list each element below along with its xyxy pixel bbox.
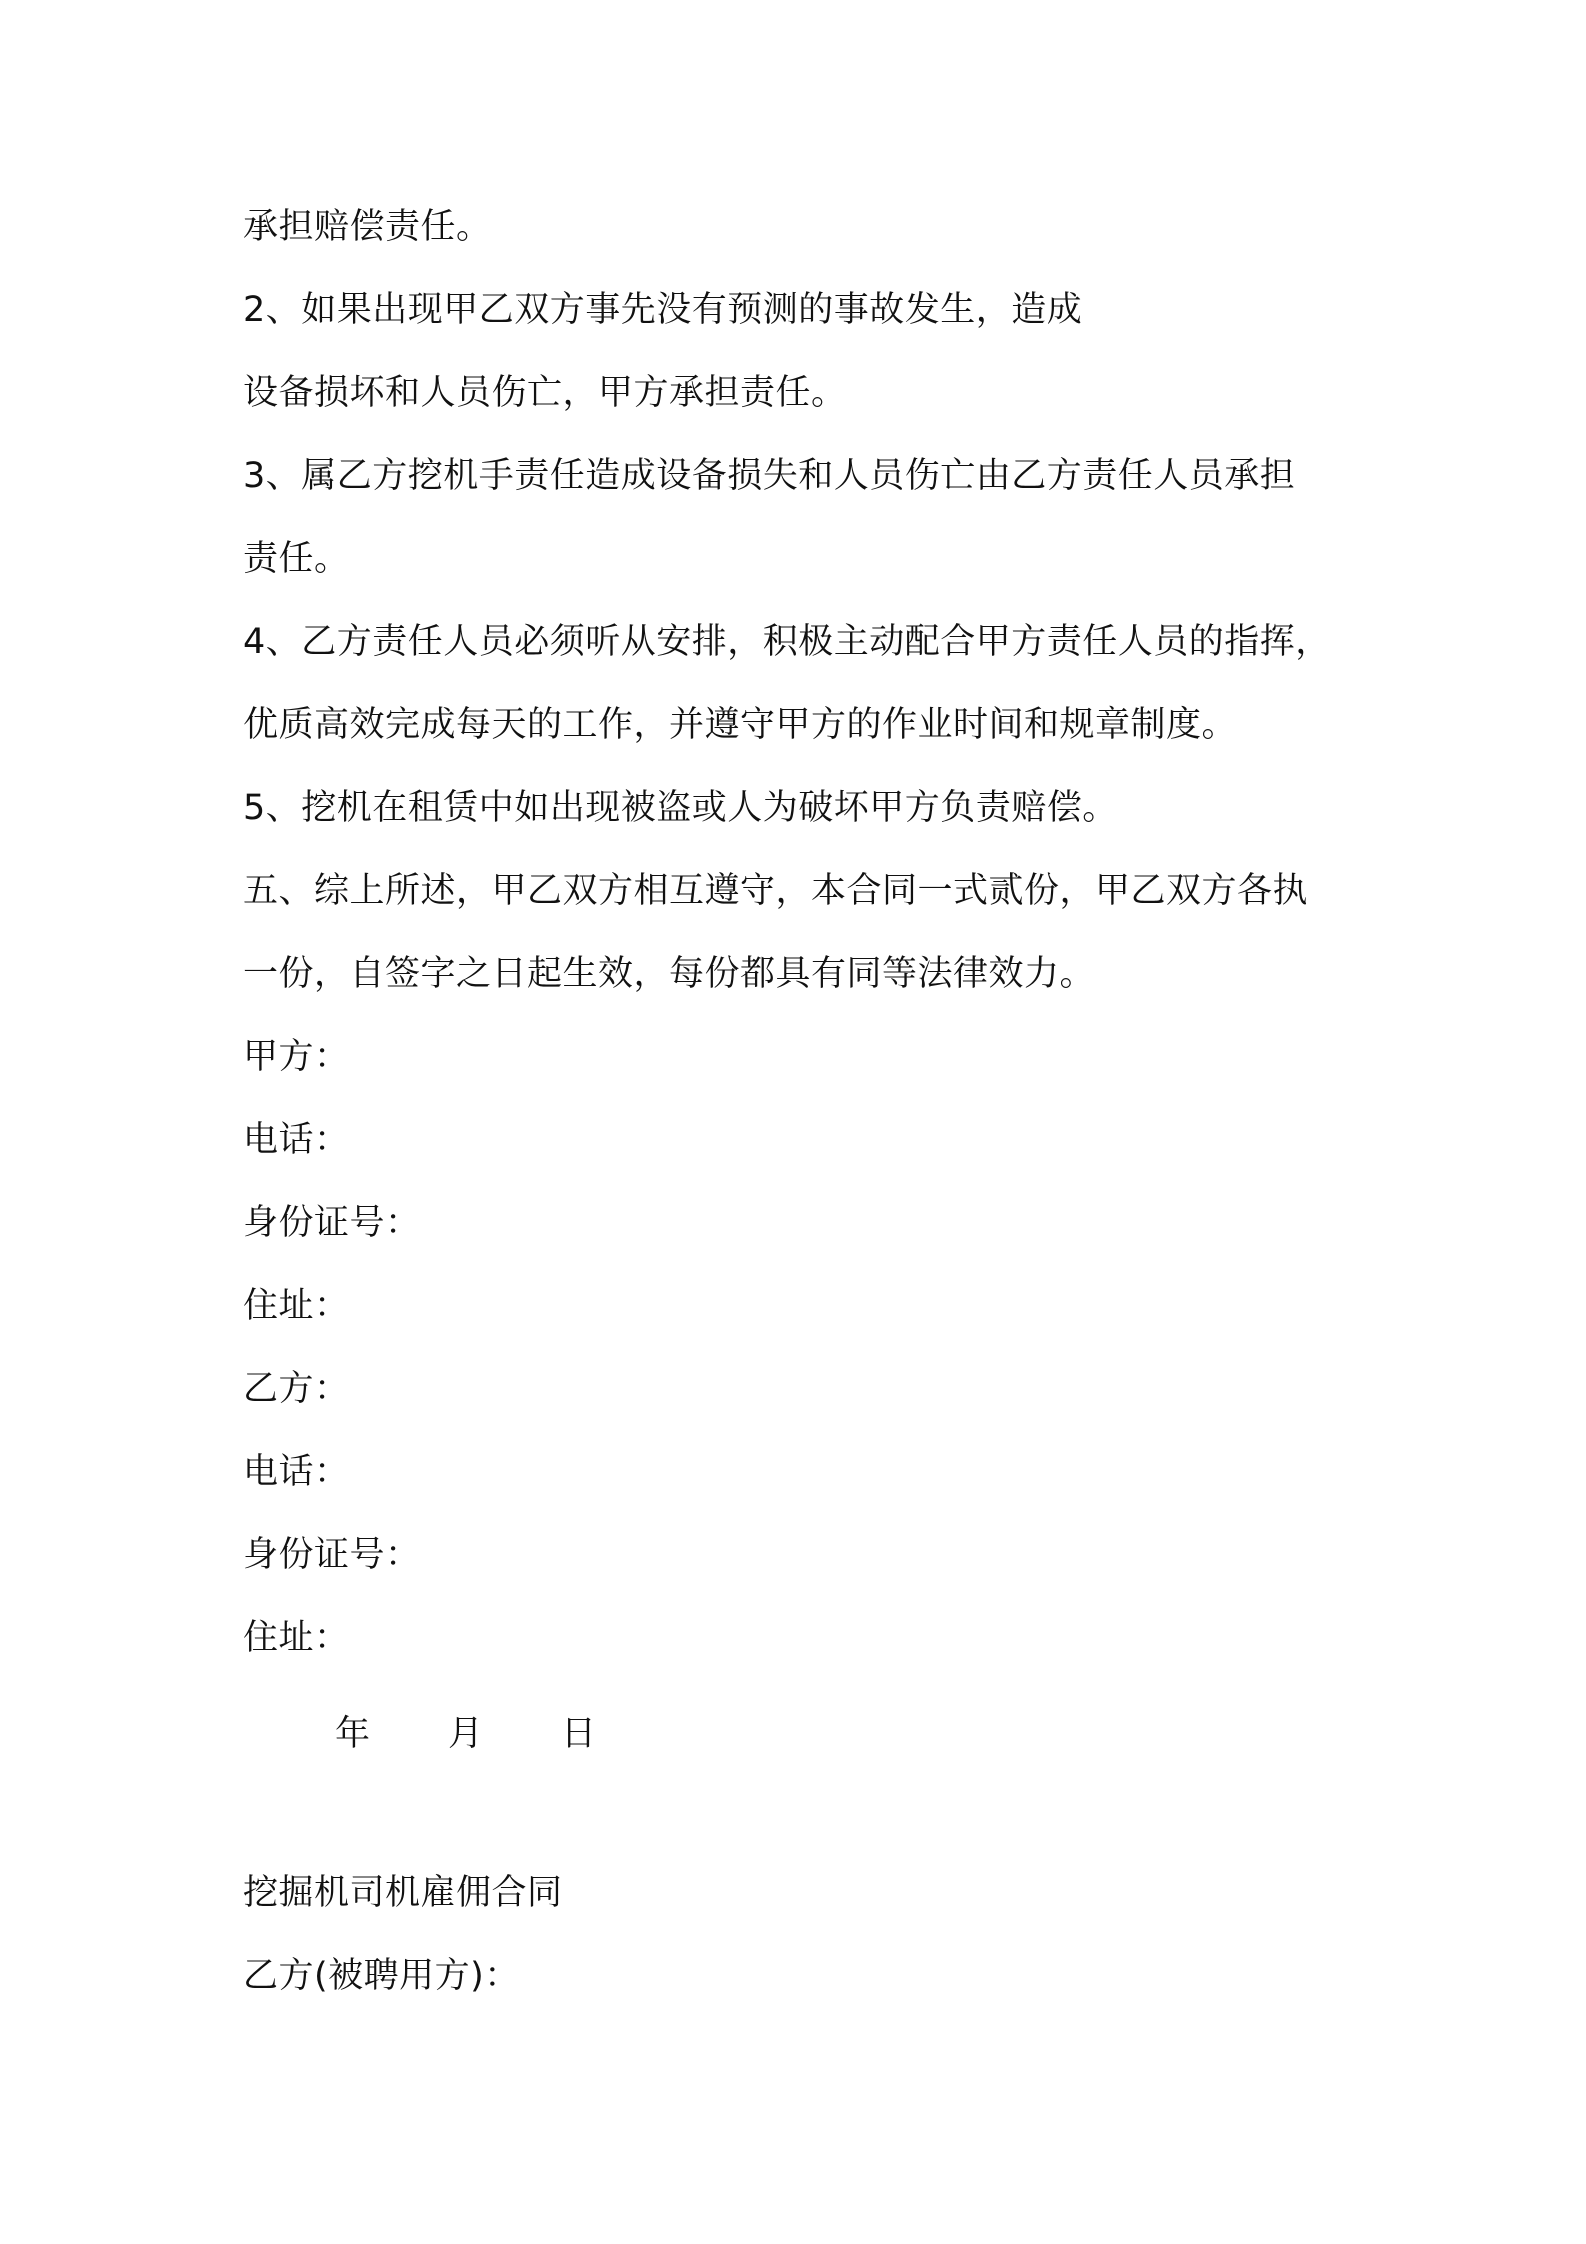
party-b-label: 乙方： <box>243 1369 350 1409</box>
clause-2-line-1: 2、如果出现甲乙双方事先没有预测的事故发生，造成 <box>243 290 1083 330</box>
clause-4-line-1: 4、乙方责任人员必须听从安排，积极主动配合甲方责任人员的指挥， <box>243 622 1331 662</box>
clause-2-line-2: 设备损坏和人员伤亡，甲方承担责任。 <box>243 373 847 413</box>
clause-3-line-2: 责任。 <box>243 539 350 579</box>
party-a-address-label: 住址： <box>243 1286 350 1326</box>
party-a-id-label: 身份证号： <box>243 1203 421 1243</box>
next-contract-party-b-label: 乙方(被聘用方)： <box>243 1956 520 1996</box>
date-month-label: 月 <box>448 1714 484 1754</box>
clause-3-line-1: 3、属乙方挖机手责任造成设备损失和人员伤亡由乙方责任人员承担 <box>243 456 1296 496</box>
party-a-label: 甲方： <box>243 1037 350 1077</box>
party-a-phone-label: 电话： <box>243 1120 350 1160</box>
clause-text-line: 承担赔偿责任。 <box>243 207 492 247</box>
party-b-phone-label: 电话： <box>243 1452 350 1492</box>
party-b-address-label: 住址： <box>243 1618 350 1658</box>
date-day-label: 日 <box>561 1714 597 1754</box>
clause-4-line-2: 优质高效完成每天的工作，并遵守甲方的作业时间和规章制度。 <box>243 705 1238 745</box>
date-year-label: 年 <box>335 1714 371 1754</box>
party-b-id-label: 身份证号： <box>243 1535 421 1575</box>
section-5-line-1: 五、综上所述，甲乙双方相互遵守，本合同一式贰份，甲乙双方各执 <box>243 871 1309 911</box>
signing-date <box>243 1710 843 1758</box>
next-contract-title: 挖掘机司机雇佣合同 <box>243 1873 563 1913</box>
section-5-line-2: 一份，自签字之日起生效，每份都具有同等法律效力。 <box>243 954 1096 994</box>
clause-5-line: 5、挖机在租赁中如出现被盗或人为破坏甲方负责赔偿。 <box>243 788 1118 828</box>
